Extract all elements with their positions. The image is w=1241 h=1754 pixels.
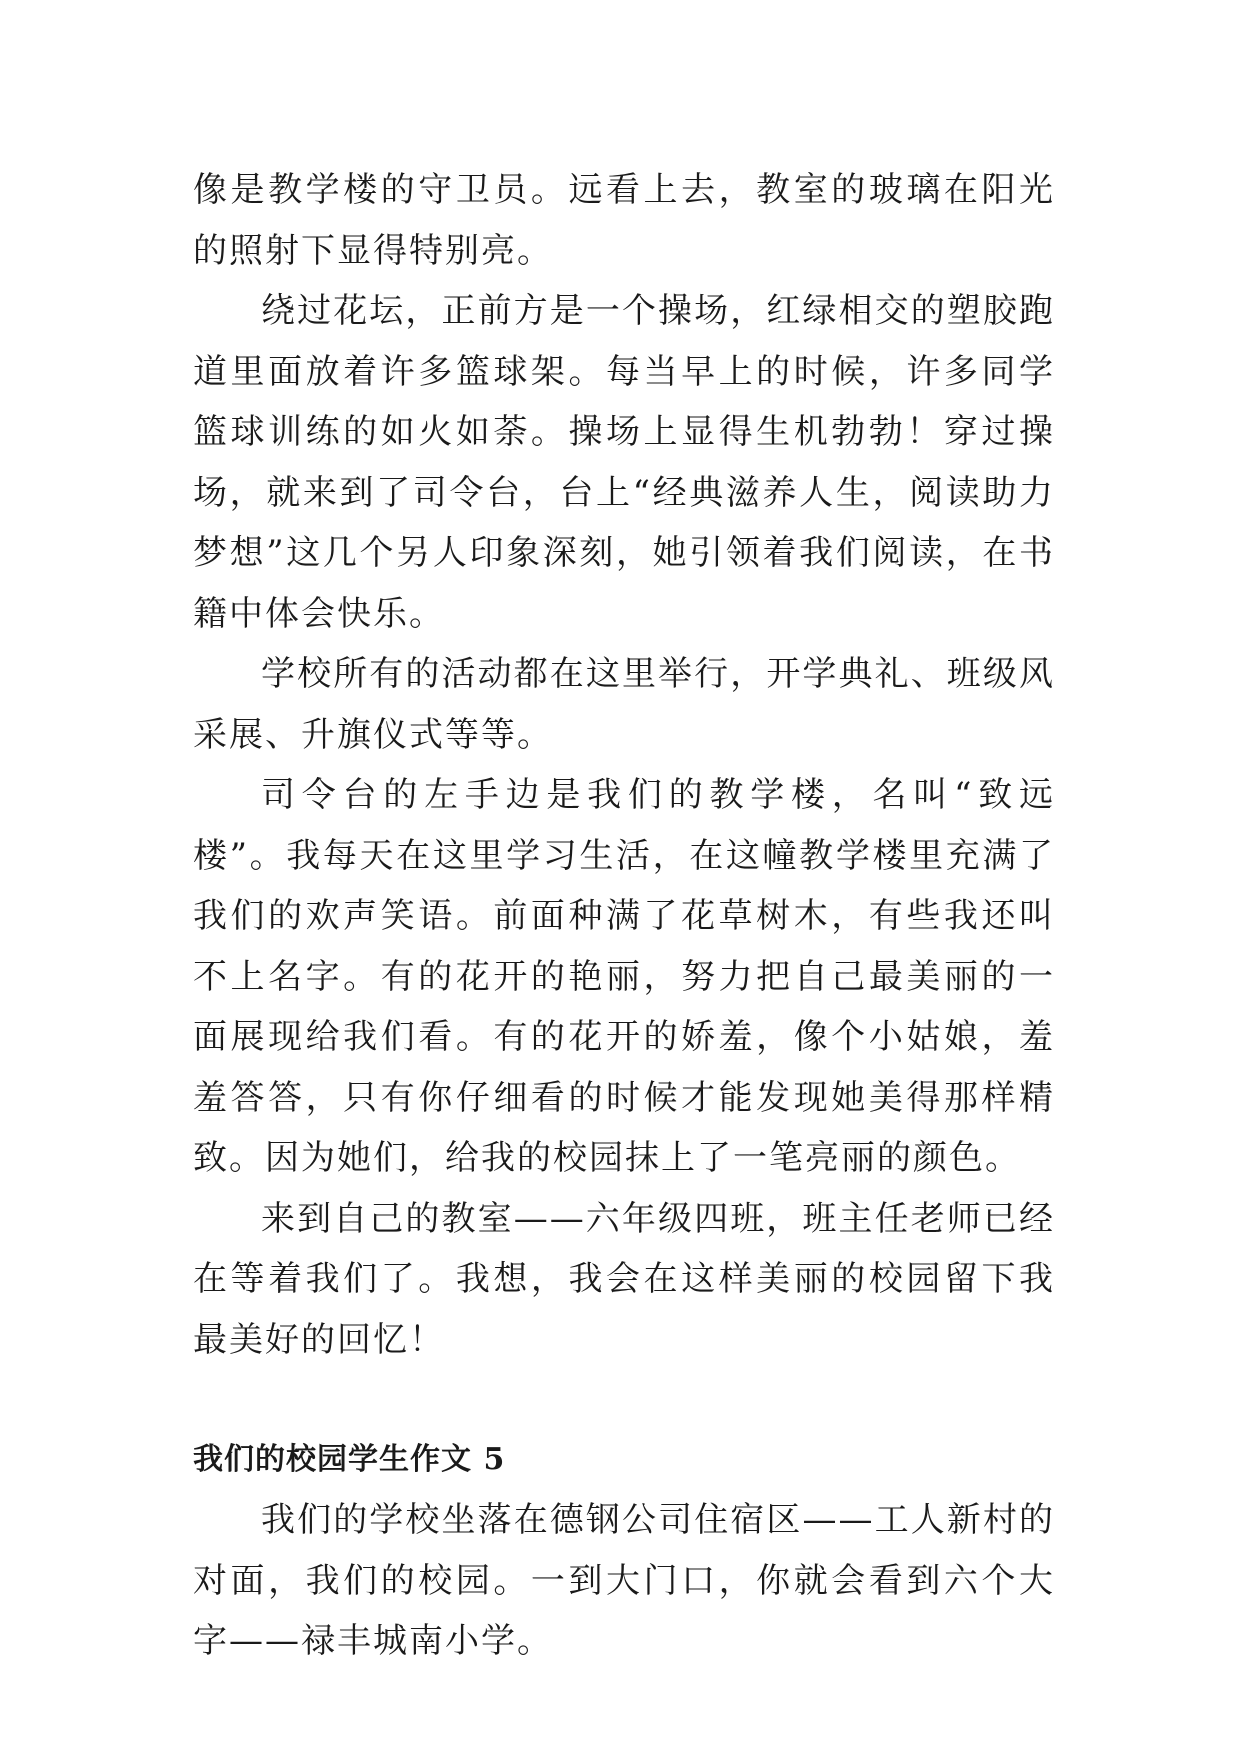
paragraph-school-location: 我们的学校坐落在德钢公司住宿区——工人新村的对面，我们的校园。一到大门口，你就会看到六个大字——禄丰城南小学。 — [193, 1500, 1055, 1661]
paragraph-teaching-building: 司令台的左手边是我们的教学楼，名叫“致远楼”。我每天在这里学习生活，在这幢教学楼里充满了我们的欢声笑语。前面种满了花草树木，有些我还叫不上名字。有的花开的艳丽，努力把自己最美丽的一面展现给我们看。有的花开的娇羞，像个小姑娘，羞羞答答，只有你仔细看的时候才能发现她美得那样精致。因为她们，给我的校园抹上了一笔亮丽的颜色。 — [193, 775, 1055, 1178]
section-title: 我们的校园学生作文 5 — [193, 1442, 506, 1477]
paragraph-continued: 像是教学楼的守卫员。远看上去，教室的玻璃在阳光的照射下显得特别亮。 — [193, 170, 1055, 271]
paragraph-playground: 绕过花坛，正前方是一个操场，红绿相交的塑胶跑道里面放着许多篮球架。每当早上的时候，许多同学篮球训练的如火如荼。操场上显得生机勃勃！穿过操场，就来到了司令台，台上“经典滋养人生，阅读助力梦想”这几个另人印象深刻，她引领着我们阅读，在书籍中体会快乐。 — [193, 291, 1055, 634]
paragraph-activities: 学校所有的活动都在这里举行，开学典礼、班级风采展、升旗仪式等等。 — [193, 654, 1055, 755]
document-page — [193, 160, 1055, 1672]
paragraph-classroom: 来到自己的教室——六年级四班，班主任老师已经在等着我们了。我想，我会在这样美丽的校园留下我最美好的回忆！ — [193, 1198, 1055, 1360]
